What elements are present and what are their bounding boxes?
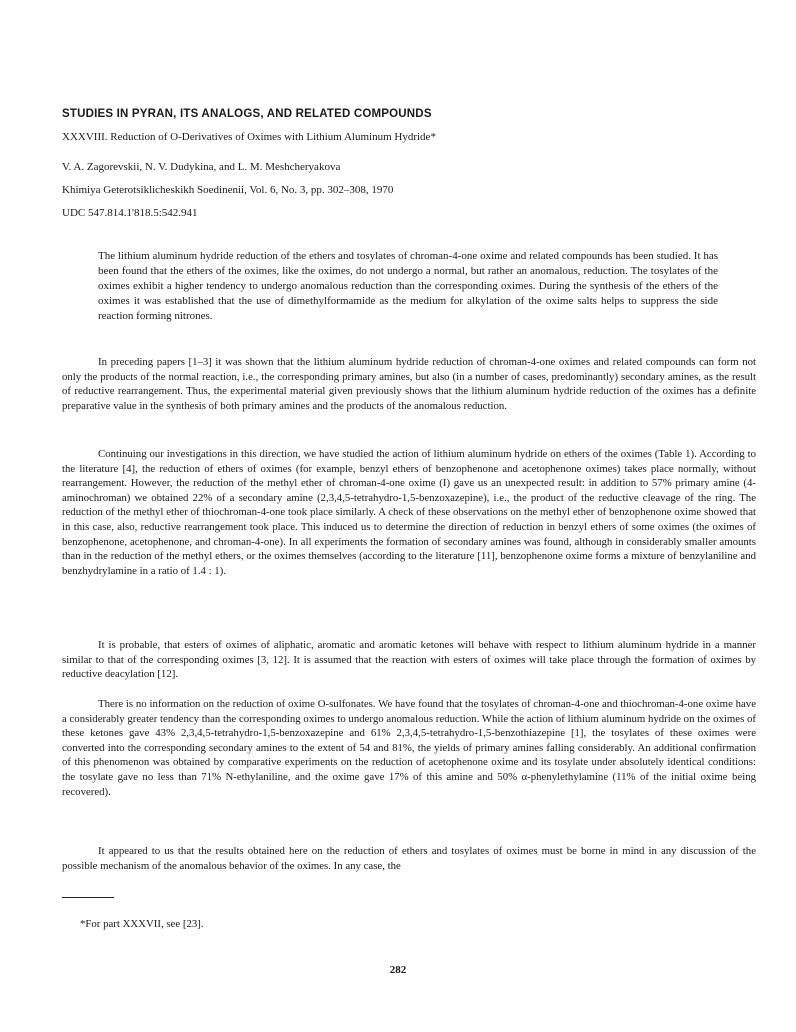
abstract: The lithium aluminum hydride reduction of the ethers and tosylates of chroman-4-one oxime and related compounds has been studied. It has been found that the ethers of the oximes, like the oximes, do not undergo a normal, but rather an anomalous, reduction. The tosylates of the oximes exhibit a higher tendency to undergo anomalous reduction than the corresponding oximes. During the synthesis of the ethers of the oximes it was established that the use of dimethylformamide as the medium for alkylation of the oxime salts helps to suppress the side reaction forming nitrones. <box>98 250 718 322</box>
body-paragraph-3: It is probable, that esters of oximes of aliphatic, aromatic and aromatic ketones will behave with respect to lithium aluminum hydride in a manner similar to that of the corresponding oximes [3, 12]. It is assumed that the reaction with esters of oximes will take place through the formation of oximes by reductive deacylation [12]. <box>62 639 756 681</box>
paper-title: STUDIES IN PYRAN, ITS ANALOGS, AND RELATED COMPOUNDS <box>62 108 432 120</box>
page-number: 282 <box>389 964 407 976</box>
body-paragraph-5: It appeared to us that the results obtained here on the reduction of ethers and tosylates of oximes must be borne in mind in any discussion of the possible mechanism of the anomalous behavior of the oximes. In any case, the <box>62 845 756 872</box>
footnote: *For part XXXVII, see [23]. <box>80 918 204 930</box>
paper-subtitle: XXXVIII. Reduction of O-Derivatives of Oximes with Lithium Aluminum Hydride* <box>62 131 436 143</box>
author-list: V. A. Zagorevskii, N. V. Dudykina, and L. M. Meshcheryakova <box>62 161 341 173</box>
journal-citation: Khimiya Geterotsiklicheskikh Soedinenii, Vol. 6, No. 3, pp. 302–308, 1970 <box>62 184 394 196</box>
footnote-divider <box>62 897 114 898</box>
udc-code: UDC 547.814.1'818.5:542.941 <box>62 207 198 219</box>
body-paragraph-1: In preceding papers [1–3] it was shown that the lithium aluminum hydride reduction of chroman-4-one oximes and related compounds can form not only the products of the normal reaction, i.e., the corresponding primary amines, but also (in a number of cases, predominantly) secondary amines, as the result of reductive rearrangement. Thus, the experimental material given previously shows that the lithium aluminum hydride reduction of the oximes has a definite preparative value in the synthesis of both primary amines and the products of the anomalous reduction. <box>62 356 756 412</box>
body-paragraph-4: There is no information on the reduction of oxime O-sulfonates. We have found that the tosylates of chroman-4-one and thiochroman-4-one oxime have a considerably greater tendency than the corresponding oximes to undergo anomalous reduction. While the action of lithium aluminum hydride on the oximes of these ketones gave 43% 2,3,4,5-tetrahydro-1,5-benzoxazepine and 61% 2,3,4,5-tetrahydro-1,5-benzothiazepine [1], the tosylates of these oximes were converted into the corresponding secondary amines to the extent of 54 and 81%, the yields of primary amines falling considerably. An additional confirmation of this phenomenon was obtained by comparative experiments on the reduction of acetophenone oxime and its tosylate under absolutely identical conditions: the tosylate gave no less than 71% N-ethylaniline, and the oxime gave 17% of this amine and 50% α-phenylethylamine (11% of the initial oxime being recovered). <box>62 698 756 798</box>
body-paragraph-2: Continuing our investigations in this direction, we have studied the action of lithium aluminum hydride on ethers of the oximes (Table 1). According to the literature [4], the reduction of ethers of oximes (for example, benzyl ethers of benzophenone and acetophenone oximes) takes place normally, without rearrangement. However, the reduction of the methyl ether of chroman-4-one oxime (I) gave us an unexpected result: in addition to 57% primary amine (4-aminochroman) we obtained 22% of a secondary amine (2,3,4,5-tetrahydro-1,5-benzoxazepine), i.e., the product of the reductive cleavage of the ring. The reduction of the methyl ether of thiochroman-4-one took place similarly. A check of these observations on the methyl ether of benzophenone oxime showed that in this case, also, reductive rearrangement took place. This induced us to determine the direction of reduction in benzyl ethers of some oximes (the oximes of benzophenone, acetophenone, and chroman-4-one). In all experiments the formation of secondary amines was found, although in considerably smaller amounts than in the reduction of the methyl ethers, or the oximes themselves (according to the literature [11], benzophenone oxime forms a mixture of benzylaniline and benzhydrylamine in a ratio of 1.4 : 1). <box>62 448 756 577</box>
